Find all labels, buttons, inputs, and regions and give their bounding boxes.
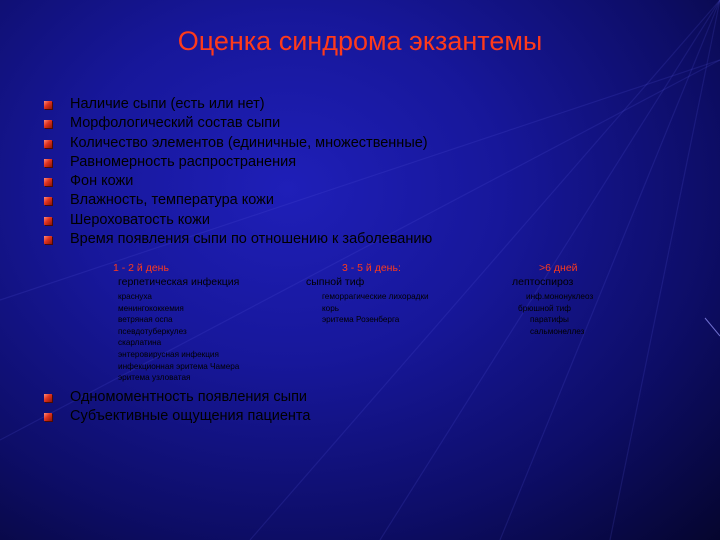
list-item [42, 191, 432, 210]
disease-item: эритема Розенберга [322, 315, 400, 325]
disease-item: краснуха [118, 292, 152, 301]
list-item-text: Количество элементов (единичные, множественные) [70, 134, 428, 151]
disease-item: энтеровирусная инфекция [118, 349, 219, 359]
list-item [42, 407, 310, 426]
list-item-text: Равномерность распространения [70, 153, 297, 170]
list-item-text: Время появления сыпи по отношению к заболеванию [70, 231, 433, 248]
slide-title: Оценка синдрома экзантемы [177, 26, 543, 56]
disease-item: менингококкемия [118, 303, 184, 313]
column-header: 1 - 2 й день [113, 262, 169, 274]
column-header: >6 дней [539, 262, 578, 274]
list-item [42, 95, 432, 114]
disease-item: геморрагические лихорадки [322, 292, 429, 301]
disease-item: брюшной тиф [518, 303, 571, 313]
rash-day-column-6-plus [512, 262, 593, 337]
list-item-text: Одномоментность появления сыпи [70, 389, 308, 405]
bullet-square-icon [44, 178, 52, 186]
disease-item: ветряная оспа [118, 315, 173, 325]
rash-day-column-3-5 [306, 262, 429, 326]
column-subheader: герпетическая инфекция [118, 276, 240, 288]
list-item [42, 153, 432, 172]
bullet-square-icon [44, 101, 52, 109]
list-item-text: Субъективные ощущения пациента [70, 408, 311, 425]
bullet-square-icon [44, 394, 52, 402]
list-item-text: Влажность, температура кожи [70, 192, 274, 209]
disease-item: сальмонеллез [530, 326, 585, 336]
column-header: 3 - 5 й день: [342, 262, 401, 274]
criteria-list [42, 95, 432, 249]
bullet-square-icon [44, 140, 52, 148]
list-item [42, 230, 432, 249]
list-item [42, 114, 432, 133]
disease-item: эритема узловатая [118, 373, 191, 383]
bullet-square-icon [44, 217, 52, 225]
bullet-square-icon [44, 413, 52, 421]
list-item [42, 388, 310, 407]
bullet-square-icon [44, 236, 52, 244]
bullet-square-icon [44, 197, 52, 205]
list-item [42, 211, 432, 230]
list-item-text: Шероховатость кожи [70, 211, 210, 228]
criteria-list-continued [42, 388, 310, 427]
disease-item: инфекционная эритема Чамера [118, 361, 240, 371]
bullet-square-icon [44, 120, 52, 128]
disease-item: псевдотуберкулез [118, 326, 187, 336]
list-item [42, 134, 432, 153]
rash-day-column-1-2 [113, 262, 239, 384]
list-item-text: Фон кожи [70, 173, 134, 190]
list-item [42, 172, 432, 191]
column-subheader: лептоспироз [512, 276, 574, 288]
disease-item: паратифы [530, 315, 569, 325]
disease-item: корь [322, 303, 340, 313]
list-item-text: Морфологический состав сыпи [70, 115, 281, 132]
column-subheader: сыпной тиф [306, 276, 365, 288]
disease-item: скарлатина [118, 338, 162, 348]
disease-item: инф.мононуклеоз [526, 292, 594, 301]
bullet-square-icon [44, 159, 52, 167]
list-item-text: Наличие сыпи (есть или нет) [70, 96, 265, 112]
